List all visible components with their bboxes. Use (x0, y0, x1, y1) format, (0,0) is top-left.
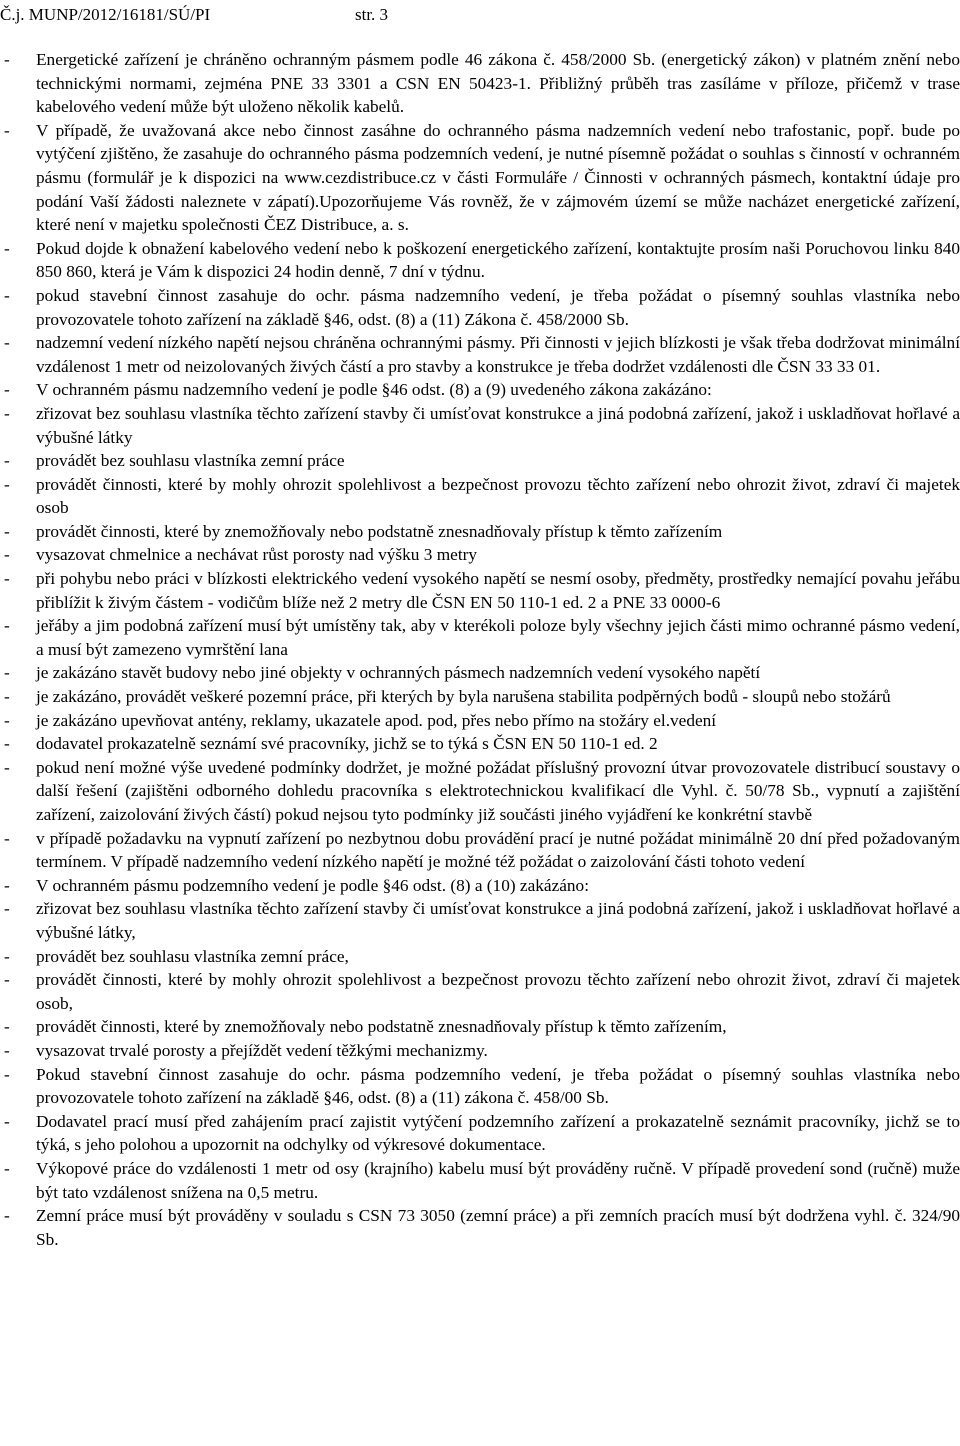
list-dash: - (4, 970, 10, 990)
list-item (0, 1015, 960, 1039)
list-dash: - (4, 521, 10, 541)
list-item (0, 614, 960, 661)
list-dash: - (4, 946, 10, 966)
list-item-text: dodavatel prokazatelně seznámí své pracovníky, jichž se to týká s ČSN EN 50 110-1 ed. 2 (36, 734, 658, 754)
list-item-text: Energetické zařízení je chráněno ochranným pásmem podle 46 zákona č. 458/2000 Sb. (energetický zákon) v platném znění nebo technickými normami, zejména PNE 33 3301 a CSN EN 50423-1. Přibližný průběh tras zasíláme v příloze, přičemž v trase kabelového vedení může být uloženo několik kabelů. (36, 50, 960, 117)
list-item (0, 1039, 960, 1063)
list-item-text: zřizovat bez souhlasu vlastníka těchto zařízení stavby či umísťovat konstrukce a jiná podobná zařízení, jakož i uskladňovat hořlavé a výbušné látky, (36, 899, 960, 942)
list-dash: - (4, 1064, 10, 1084)
list-item (0, 378, 960, 402)
list-item-text: je zakázáno, provádět veškeré pozemní práce, při kterých by byla narušena stabilita podpěrných bodů - sloupů nebo stožárů (36, 687, 891, 707)
list-item (0, 331, 960, 378)
document-reference: Č.j. MUNP/2012/16181/SÚ/PI (0, 5, 211, 24)
list-item-text: vysazovat trvalé porosty a přejíždět vedení těžkými mechanizmy. (36, 1040, 488, 1060)
list-item (0, 685, 960, 709)
list-dash: - (4, 663, 10, 683)
list-dash: - (4, 828, 10, 848)
list-item-text: V případě, že uvažovaná akce nebo činnost zasáhne do ochranného pásma nadzemních vedení nebo trafostanic, popř. bude po vytýčení zjištěno, že zasahuje do ochranného pásma podzemních vedení, je nutné písemně požádat o souhlas s činností v ochranném pásmu (formulář je k dispozici na www.cezdistribuce.cz v části Formuláře / Činnosti v ochranných pásmech, kontaktní údaje pro podání Vaší žádosti naleznete v zápatí).Upozorňujeme Vás rovněž, že v zájmovém území se může nacházet energetické zařízení, které není v majetku společnosti ČEZ Distribuce, a. s. (36, 120, 960, 235)
list-item-text: Výkopové práce do vzdálenosti 1 metr od osy (krajního) kabelu musí být prováděny ručně. V případě provedení sond (ručně) muže být tato vzdálenost snížena na 0,5 metru. (36, 1158, 960, 1202)
list-dash: - (4, 380, 10, 400)
list-dash: - (4, 569, 10, 589)
list-dash: - (4, 734, 10, 754)
list-dash: - (4, 1206, 10, 1226)
list-item (0, 756, 960, 827)
list-item (0, 284, 960, 331)
list-item-text: Dodavatel prací musí před zahájením prací zajistit vytýčení podzemního zařízení a prokazatelně seznámit pracovníky, jichž se to týká, s jeho polohou a upozornit na odchylky od výkresové dokumentace. (36, 1111, 960, 1155)
list-dash: - (4, 451, 10, 471)
list-item-text: Pokud stavební činnost zasahuje do ochr. pásma podzemního vedení, je třeba požádat o písemný souhlas vlastníka nebo provozovatele tohoto zařízení na základě §46, odst. (8) a (11) zákona č. 458/00 Sb. (36, 1064, 960, 1108)
list-dash: - (4, 899, 10, 919)
document-body (0, 48, 960, 1251)
list-item-text: při pohybu nebo práci v blízkosti elektrického vedení vysokého napětí se nesmí osoby, předměty, prostředky nemající povahu jeřábu přiblížit k živým částem - vodičům blíže než 2 metry dle ČSN EN 50 110-1 ed. 2 a PNE 33 0000-6 (36, 569, 960, 612)
list-item (0, 1063, 960, 1110)
list-dash: - (4, 1158, 10, 1178)
list-dash: - (4, 616, 10, 636)
list-dash: - (4, 1111, 10, 1131)
list-item (0, 237, 960, 284)
list-item (0, 732, 960, 756)
list-item-text: Zemní práce musí být prováděny v souladu s CSN 73 3050 (zemní práce) a při zemních pracích musí být dodržena vyhl. č. 324/90 Sb. (36, 1206, 960, 1249)
list-item (0, 473, 960, 520)
list-dash: - (4, 333, 10, 353)
list-item-text: pokud není možné výše uvedené podmínky dodržet, je možné požádat příslušný provozní útvar provozovatele distribucí soustavy o další řešení (zajištěni odborného dohledu pracovníka s elektrotechnickou kvalifikací dle Vyhl. č. 50/78 Sb., vypnutí a zajištění zařízení, zaizolování živých částí) pokud nejsou tyto podmínky již součásti jiného vyjádření ke konkrétní stavbě (36, 757, 960, 824)
list-item (0, 897, 960, 944)
list-item (0, 1157, 960, 1204)
list-item (0, 48, 960, 119)
list-item (0, 968, 960, 1015)
list-item (0, 119, 960, 237)
list-item (0, 449, 960, 473)
list-item-text: je zakázáno upevňovat antény, reklamy, ukazatele apod. pod, přes nebo přímo na stožáry el.vedení (36, 710, 717, 730)
list-dash: - (4, 875, 10, 895)
list-item-text: V ochranném pásmu podzemního vedení je podle §46 odst. (8) a (10) zakázáno: (36, 875, 589, 895)
list-dash: - (4, 687, 10, 707)
list-item-text: provádět činnosti, které by znemožňovaly nebo podstatně znesnadňovaly přístup k těmto zařízením (36, 521, 723, 541)
list-dash: - (4, 238, 10, 258)
list-item-text: provádět činnosti, které by mohly ohrozit spolehlivost a bezpečnost provozu těchto zařízení nebo ohrozit život, zdraví či majetek osob, (36, 970, 960, 1013)
list-item-text: zřizovat bez souhlasu vlastníka těchto zařízení stavby či umísťovat konstrukce a jiná podobná zařízení, jakož i uskladňovat hořlavé a výbušné látky (36, 403, 960, 447)
list-item-text: provádět bez souhlasu vlastníka zemní práce, (36, 946, 349, 966)
list-item-text: V ochranném pásmu nadzemního vedení je podle §46 odst. (8) a (9) uvedeného zákona zakázáno: (36, 380, 712, 400)
list-dash: - (4, 545, 10, 565)
list-item-text: vysazovat chmelnice a nechávat růst porosty nad výšku 3 metry (36, 545, 478, 565)
list-item-text: provádět bez souhlasu vlastníka zemní práce (36, 451, 345, 471)
list-dash: - (4, 1040, 10, 1060)
list-dash: - (4, 757, 10, 777)
list-dash: - (4, 1017, 10, 1037)
list-item (0, 945, 960, 969)
list-dash: - (4, 403, 10, 423)
list-item-text: je zakázáno stavět budovy nebo jiné objekty v ochranných pásmech nadzemních vedení vysokého napětí (36, 663, 761, 683)
list-item (0, 520, 960, 544)
list-item-text: Pokud dojde k obnažení kabelového vedení nebo k poškození energetického zařízení, kontaktujte prosím naši Poruchovou linku 840 850 860, která je Vám k dispozici 24 hodin denně, 7 dní v týdnu. (36, 238, 960, 282)
list-item-text: pokud stavební činnost zasahuje do ochr. pásma nadzemního vedení, je třeba požádat o písemný souhlas vlastníka nebo provozovatele tohoto zařízení na základě §46, odst. (8) a (11) Zákona č. 458/2000 Sb. (36, 285, 960, 329)
list-item (0, 1110, 960, 1157)
list-item (0, 543, 960, 567)
list-item (0, 827, 960, 874)
list-item-text: provádět činnosti, které by mohly ohrozit spolehlivost a bezpečnost provozu těchto zařízení nebo ohrozit život, zdraví či majetek osob (36, 474, 960, 518)
list-dash: - (4, 50, 10, 69)
list-item (0, 567, 960, 614)
list-dash: - (4, 120, 10, 140)
list-item (0, 874, 960, 898)
list-item (0, 402, 960, 449)
list-item-text: nadzemní vedení nízkého napětí nejsou chráněna ochrannými pásmy. Při činnosti v jejich blízkosti je však třeba dodržovat minimální vzdálenost 1 metr od neizolovaných živých částí a pro stavby a konstrukce je třeba dodržet vzdálenosti dle ČSN 33 33 01. (36, 333, 960, 376)
page-number: str. 3 (355, 5, 389, 24)
list-item (0, 709, 960, 733)
list-item (0, 1204, 960, 1251)
list-dash: - (4, 474, 10, 494)
list-item-text: v případě požadavku na vypnutí zařízení po nezbytnou dobu provádění prací je nutné požádat minimálně 20 dní před požadovaným termínem. V případě nadzemního vedení nízkého napětí je možné též požádat o zaizolování části tohoto vedení (36, 828, 960, 872)
page-header (0, 4, 960, 26)
list-item (0, 661, 960, 685)
list-dash: - (4, 285, 10, 305)
list-dash: - (4, 710, 10, 730)
list-item-text: provádět činnosti, které by znemožňovaly nebo podstatně znesnadňovaly přístup k těmto zařízením, (36, 1017, 727, 1037)
list-item-text: jeřáby a jim podobná zařízení musí být umístěny tak, aby v kterékoli poloze byly všechny jejich části mimo ochranné pásmo vedení, a musí být zamezeno vymrštění lana (36, 616, 960, 659)
